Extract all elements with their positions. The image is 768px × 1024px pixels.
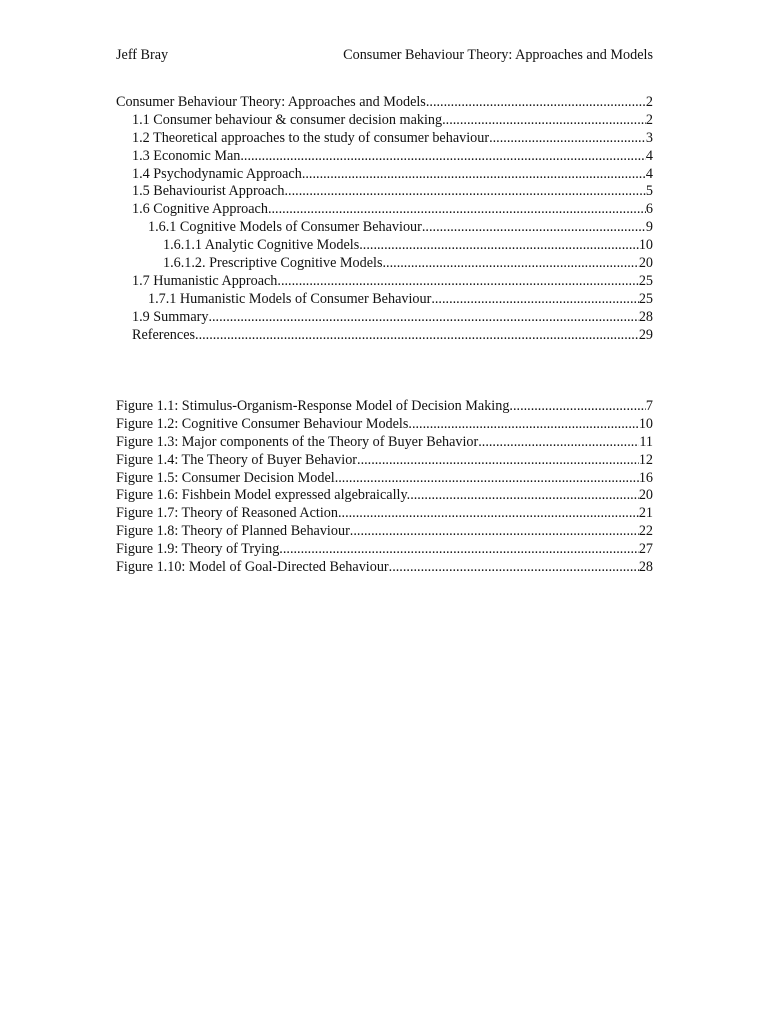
- toc-entry[interactable]: [116, 201, 653, 219]
- toc-leader-dots: [383, 255, 639, 273]
- toc-entry-page: 29: [638, 326, 653, 343]
- toc-entry-label: 1.4 Psychodynamic Approach: [132, 165, 302, 182]
- toc-leader-dots: [489, 130, 646, 148]
- toc-entry-page: 10: [638, 237, 653, 254]
- toc-entry[interactable]: [116, 309, 653, 327]
- toc-leader-dots: [422, 219, 646, 237]
- header-title: Consumer Behaviour Theory: Approaches and Models: [343, 47, 653, 63]
- figure-leader-dots: [357, 452, 639, 470]
- toc-entry-page: 20: [638, 255, 653, 272]
- toc-entry[interactable]: [116, 255, 653, 273]
- figure-entry-label: Figure 1.3: Major components of the Theory of Buyer Behavior: [116, 433, 479, 450]
- figure-entry[interactable]: [116, 505, 653, 523]
- toc-entry-label: 1.7 Humanistic Approach: [132, 272, 278, 289]
- figure-entry-label: Figure 1.2: Cognitive Consumer Behaviour Models: [116, 415, 409, 432]
- figure-entry[interactable]: [116, 541, 653, 559]
- figure-leader-dots: [410, 487, 639, 505]
- figure-entry[interactable]: [116, 398, 653, 416]
- toc-entry[interactable]: [116, 291, 653, 309]
- toc-entry-label: 1.5 Behaviourist Approach: [132, 183, 285, 200]
- toc-entry[interactable]: [116, 130, 653, 148]
- toc-leader-dots: [240, 148, 646, 166]
- toc-entry-page: 4: [645, 147, 653, 164]
- toc-leader-dots: [302, 166, 646, 184]
- toc-leader-dots: [359, 237, 639, 255]
- figure-entry[interactable]: [116, 487, 653, 505]
- toc-entry-page: 5: [645, 183, 653, 200]
- toc-leader-dots: [442, 112, 646, 130]
- toc-leader-dots: [431, 291, 638, 309]
- toc-entry[interactable]: [116, 166, 653, 184]
- table-of-contents: [116, 94, 653, 344]
- toc-entry-label: 1.1 Consumer behaviour & consumer decision making: [132, 111, 443, 128]
- figure-entry[interactable]: [116, 523, 653, 541]
- figure-entry-page: 16: [638, 469, 653, 486]
- toc-leader-dots: [208, 309, 638, 327]
- figure-entry-label: Figure 1.8: Theory of Planned Behaviour: [116, 523, 350, 540]
- toc-entry-label: 1.6.1 Cognitive Models of Consumer Behaviour: [148, 219, 422, 236]
- figure-entry-label: Figure 1.6: Fishbein Model expressed algebraically.: [116, 487, 411, 504]
- figure-entry-label: Figure 1.5: Consumer Decision Model: [116, 469, 335, 486]
- figure-entry[interactable]: [116, 416, 653, 434]
- header-author: Jeff Bray: [116, 47, 169, 63]
- toc-entry-page: 4: [645, 165, 653, 182]
- figure-entry-page: 22: [638, 523, 653, 540]
- toc-entry-label: Consumer Behaviour Theory: Approaches and Models: [116, 94, 426, 110]
- toc-leader-dots: [277, 273, 638, 291]
- toc-entry-page: 6: [645, 201, 653, 218]
- figure-leader-dots: [509, 398, 645, 416]
- toc-entry-label: 1.9 Summary: [132, 308, 209, 325]
- figure-entry-page: 7: [645, 398, 653, 414]
- figure-entry-page: 11: [639, 433, 653, 450]
- figure-entry[interactable]: [116, 470, 653, 488]
- toc-entry-label: 1.6 Cognitive Approach: [132, 201, 268, 218]
- figure-leader-dots: [478, 434, 639, 452]
- figure-leader-dots: [350, 523, 639, 541]
- figure-entry-label: Figure 1.9: Theory of Trying: [116, 541, 280, 558]
- toc-entry[interactable]: [116, 183, 653, 201]
- toc-entry-page: 2: [645, 111, 653, 128]
- toc-entry[interactable]: [116, 273, 653, 291]
- toc-entry-page: 2: [645, 94, 653, 110]
- page-header: [116, 45, 653, 65]
- figure-entry-label: Figure 1.4: The Theory of Buyer Behavior: [116, 451, 358, 468]
- figure-entry-page: 28: [638, 559, 653, 576]
- figure-leader-dots: [408, 416, 638, 434]
- toc-entry-label: References: [132, 326, 196, 343]
- toc-entry-page: 28: [638, 308, 653, 325]
- toc-entry-page: 9: [645, 219, 653, 236]
- figure-entry-label: Figure 1.1: Stimulus-Organism-Response Model of Decision Making: [116, 398, 510, 414]
- toc-leader-dots: [195, 327, 639, 345]
- toc-entry[interactable]: [116, 237, 653, 255]
- toc-leader-dots: [268, 201, 646, 219]
- toc-entry[interactable]: [116, 94, 653, 112]
- figure-entry[interactable]: [116, 452, 653, 470]
- list-of-figures: [116, 398, 653, 577]
- figure-entry-page: 21: [638, 505, 653, 522]
- figure-entry-page: 12: [638, 451, 653, 468]
- toc-entry[interactable]: [116, 219, 653, 237]
- figure-entry[interactable]: [116, 434, 653, 452]
- toc-entry-label: 1.7.1 Humanistic Models of Consumer Behaviour: [148, 290, 432, 307]
- figure-entry-label: Figure 1.7: Theory of Reasoned Action: [116, 505, 338, 522]
- toc-leader-dots: [426, 94, 646, 112]
- figure-entry-label: Figure 1.10: Model of Goal-Directed Behaviour: [116, 559, 389, 576]
- figure-leader-dots: [335, 470, 639, 488]
- toc-entry-label: 1.6.1.2. Prescriptive Cognitive Models: [163, 255, 383, 272]
- toc-leader-dots: [285, 183, 646, 201]
- toc-entry[interactable]: [116, 148, 653, 166]
- toc-entry[interactable]: [116, 112, 653, 130]
- figure-leader-dots: [389, 559, 639, 577]
- figure-entry-page: 10: [638, 415, 653, 432]
- figure-leader-dots: [338, 505, 639, 523]
- toc-entry-page: 25: [638, 272, 653, 289]
- toc-entry[interactable]: [116, 327, 653, 345]
- figure-entry-page: 27: [638, 541, 653, 558]
- figure-entry[interactable]: [116, 559, 653, 577]
- toc-entry-page: 25: [638, 290, 653, 307]
- toc-entry-label: 1.3 Economic Man: [132, 147, 241, 164]
- toc-entry-label: 1.6.1.1 Analytic Cognitive Models: [163, 237, 360, 254]
- figure-leader-dots: [279, 541, 639, 559]
- toc-entry-label: 1.2 Theoretical approaches to the study of consumer behaviour: [132, 129, 490, 146]
- figure-entry-page: 20: [638, 487, 653, 504]
- toc-entry-page: 3: [645, 129, 653, 146]
